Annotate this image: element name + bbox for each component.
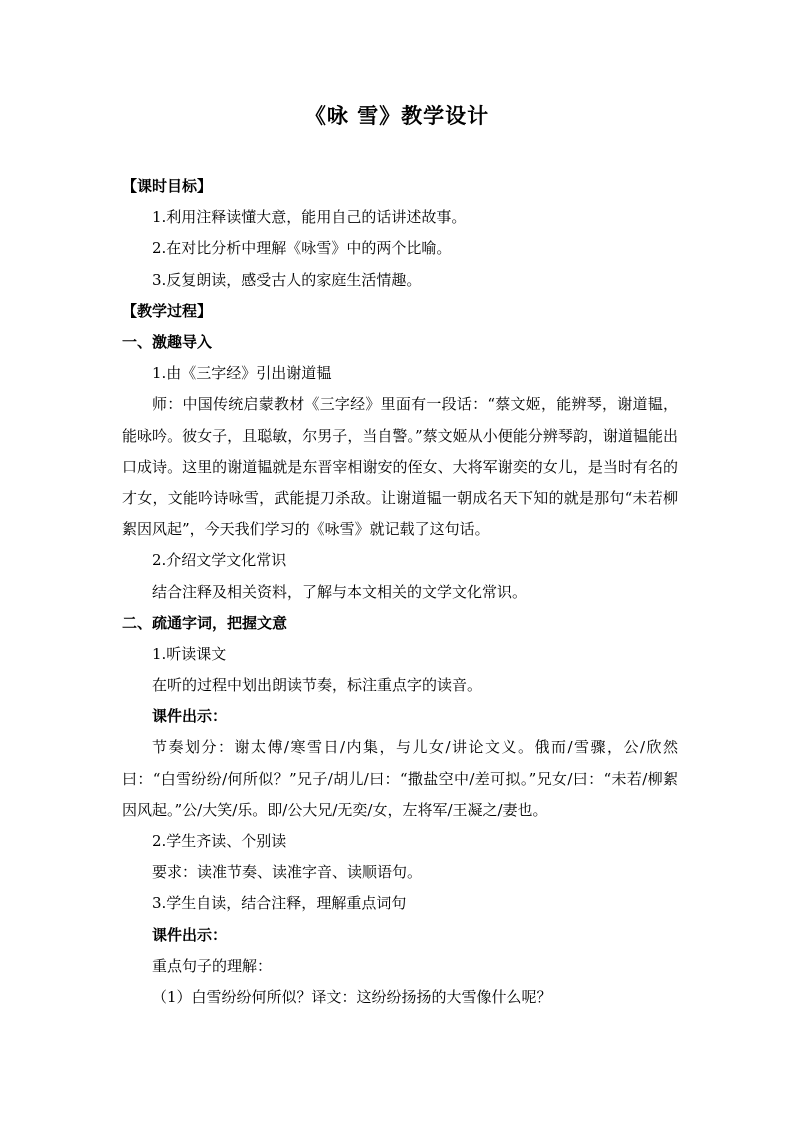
document-body <box>122 171 678 1013</box>
page-title: 《咏 雪》教学设计 <box>304 104 490 128</box>
part2-step1-text: 在听的过程中划出朗读节奏，标注重点字的读音。 <box>152 676 483 695</box>
part2-heading: 二、疏通字词，把握文意 <box>122 613 288 632</box>
part2-step2-text: 要求：读准节奏、读准字音、读顺语句。 <box>152 863 423 882</box>
part1-step1-text: 师：中国传统启蒙教材《三字经》里面有一段话：“蔡文姬，能辨琴，谢道韫，能咏吟。彼女子，且聪敏，尔男子，当自警。”蔡文姬从小便能分辨琴韵，谢道韫能出口成诗。这里的谢道韫就是东晋宰相谢安的侄女、大将军谢奕的女儿，是当时有名的才女，文能吟诗咏雪，武能提刀杀敌。让谢道韫一朝成名天下知的就是那句“未若柳絮因风起”，今天我们学习的《咏雪》就记载了这句话。 <box>122 395 678 539</box>
part2-step2-title: 2.学生齐读、个别读 <box>152 832 287 851</box>
slide-label: 课件出示： <box>152 925 228 944</box>
part1-heading: 一、激趣导入 <box>122 332 213 351</box>
slide-label: 课件出示： <box>152 707 228 726</box>
goals-heading: 【课时目标】 <box>122 177 213 195</box>
part1-step2-title: 2.介绍文学文化常识 <box>152 551 287 570</box>
goal-item: 2.在对比分析中理解《咏雪》中的两个比喻。 <box>152 239 452 258</box>
rhythm-text: 节奏划分：谢太傅/寒雪日/内集，与儿女/讲论文义。俄而/雪骤，公/欣然曰：“白雪纷纷/何所似？”兄子/胡儿/曰：“撒盐空中/差可拟。”兄女/曰：“未若/柳絮因风起。”公/大笑/乐。即/公大兄/无奕/女，左将军/王凝之/妻也。 <box>122 738 678 819</box>
goal-item: 1.利用注释读懂大意，能用自己的话讲述故事。 <box>152 208 467 227</box>
process-heading: 【教学过程】 <box>122 301 213 320</box>
key-sentences-label: 重点句子的理解： <box>152 956 273 975</box>
part1-step2-text: 结合注释及相关资料，了解与本文相关的文学文化常识。 <box>152 582 528 601</box>
key-sentence-1: （1）白雪纷纷何所似？译文：这纷纷扬扬的大雪像什么呢？ <box>152 988 552 1006</box>
part2-step1-title: 1.听读课文 <box>152 644 227 663</box>
part2-step3-title: 3.学生自读，结合注释，理解重点词句 <box>152 894 407 913</box>
part1-step1-title: 1.由《三字经》引出谢道韫 <box>152 364 332 383</box>
goal-item: 3.反复朗读，感受古人的家庭生活情趣。 <box>152 270 422 289</box>
